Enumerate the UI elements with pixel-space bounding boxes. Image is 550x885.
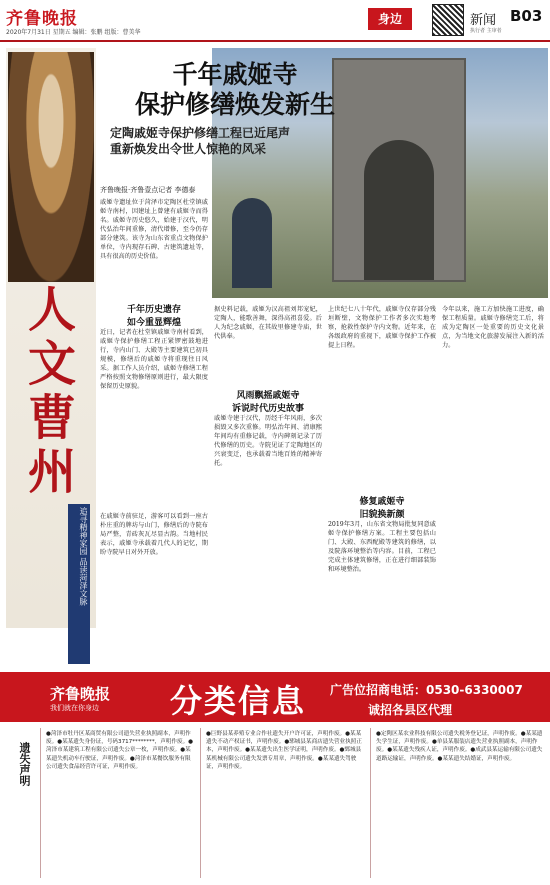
ad-title: 分类信息: [170, 682, 307, 720]
masthead: [0, 0, 550, 42]
subhead-line-2: 重新焕发出令世人惊艳的风采: [110, 142, 267, 156]
section-label: 新闻: [470, 13, 497, 28]
gate-arch: [364, 140, 434, 280]
qr-code-icon: [432, 4, 464, 36]
page-number: B03: [510, 7, 543, 25]
notice-column-1: ●菏泽市牡丹区某商贸有限公司遗失营业执照副本，声明作废。●某某遗失身份证，号码3717********，声明作废。●菏泽市某建筑工程有限公司遗失公章一枚，声明作废。●某某遗失机动车行驶证，声明作废。●菏泽市某餐饮服务有限公司遗失食品经营许可证，声明作废。: [46, 731, 194, 770]
photo-person: [232, 198, 272, 288]
left-banner: [6, 48, 96, 628]
subtitle-2: [214, 388, 322, 414]
divider: [370, 728, 371, 878]
divider: [200, 728, 201, 878]
subtitle-1: [100, 302, 208, 328]
byline: 齐鲁晚报·齐鲁壹点记者 李德泰: [100, 186, 196, 194]
article-para-6: 2019年3月，山东省文物局批复同意戚姬寺保护修缮方案。工程主要包括山门、大殿、东西配殿等建筑的修缮，以及院落环境整治等内容。目前，工程已完成主体建筑修缮，正在进行细部装饰和环境整治。: [328, 521, 436, 573]
newspaper-logo: 齐鲁晚报: [6, 9, 78, 29]
subhead-line-1: 定陶戚姬寺保护修缮工程已近尾声: [110, 126, 291, 140]
article-para-4: 戚姬寺建于汉代，历经千年风雨，多次损毁又多次重修。明弘治年间、清康熙年间均有重修记载，寺内碑刻记录了历代修缮的历史。寺院见证了定陶地区的兴衰变迁，也承载着当地百姓的精神寄托。: [214, 415, 322, 467]
article-subhead: [110, 125, 370, 157]
article-para-2: 在戚姬寺前驻足，游客可以看到一座古朴庄重的牌坊与山门，修缮后的寺院布局严整，青砖灰瓦尽显古韵。当地村民表示，戚姬寺承载着几代人的记忆，期盼寺院早日对外开放。: [100, 513, 208, 556]
article-para-7: 今年以来，施工方加快施工进度，确保工程质量。戚姬寺修缮完工后，将成为定陶区一处重要的历史文化景点，为当地文化旅游发展注入新的活力。: [442, 306, 544, 349]
ad-address: 诚招各县区代理: [368, 703, 453, 717]
subtitle-1-line-1: 千年历史遗存: [126, 305, 181, 315]
editors-line: 执行者 主审者: [470, 28, 502, 34]
banner-vertical-text: 追寻精神家园 品读菏泽文脉: [68, 504, 90, 664]
divider: [40, 728, 41, 878]
subtitle-3: [328, 494, 436, 520]
notice-column-3: ●定陶区某农业科技有限公司遗失税务登记证，声明作废。●某某遗失学生证，声明作废。●单县某服装店遗失营业执照副本，声明作废。●某某遗失残疾人证，声明作废。●成武县某运输有限公司遗失道路运输证，声明作废。●某某遗失结婚证，声明作废。: [376, 731, 543, 762]
ad-hotline: 广告位招商电话：0530-6330007: [330, 683, 523, 697]
subtitle-3-line-2: 旧貌换新颜: [359, 510, 405, 520]
dateline: 2020年7月31日 星期五 编辑：张鹏 组版：曹美华: [6, 29, 141, 36]
section-tab: 身边: [368, 8, 412, 30]
article-para-3: 据史料记载，戚姬为汉高祖刘邦宠妃，定陶人，能歌善舞，深得高祖喜爱。后人为纪念戚姬，在其故里修建寺庙，世代供奉。: [214, 306, 322, 340]
article-para-5: 上世纪七八十年代，戚姬寺仅存部分残垣断壁，文物保护工作者多次实地考察，抢救性保护寺内文物。近年来，在各级政府的重视下，戚姬寺保护工作被提上日程。: [328, 306, 436, 349]
ad-logo: 齐鲁晚报: [50, 685, 111, 703]
banner-char-1: 人: [27, 282, 76, 338]
headline-line-1: 千年戚姬寺: [172, 60, 298, 89]
banner-char-3: 曹: [27, 390, 76, 446]
banner-char-2: 文: [27, 336, 76, 392]
subtitle-2-line-2: 诉说时代历史故事: [231, 404, 304, 414]
subtitle-3-line-1: 修复戚姬寺: [359, 497, 405, 507]
ad-slogan: 我们就在你身边: [50, 704, 99, 712]
article-headline: [100, 60, 370, 120]
article-para-1: 近日，记者在杜堂镇戚姬寺南村看到，戚姬寺保护修缮工程正紧锣密鼓地进行，寺内山门、大殿等主要建筑已初具规模，修缮后的戚姬寺将重现往日风采。据工作人员介绍，戚姬寺修缮工程严格按照文物修缮原则进行，最大限度保留历史原貌。: [100, 329, 208, 390]
notice-column-2: ●巨野县某养殖专业合作社遗失开户许可证，声明作废。●某某遗失不动产权证书，声明作废。●郓城县某商店遗失营业执照正本，声明作废。●某某遗失出生医学证明，声明作废。●鄄城县某机械有限公司遗失发票专用章，声明作废。●某某遗失驾驶证，声明作废。: [206, 731, 362, 770]
banner-char-4: 州: [27, 444, 76, 500]
subtitle-2-line-1: 风雨飘摇戚姬寺: [236, 391, 300, 401]
subtitle-1-line-2: 如今重显辉煌: [126, 318, 181, 328]
notice-label: 遗失声明: [18, 742, 31, 786]
article-intro: 戚姬寺遗址位于菏泽市定陶区杜堂镇戚姬寺南村，因建址上曾建有戚姬寺而得名。戚姬寺历史悠久，始建于汉代，明代弘治年间重修，清代增修，至今仍存部分建筑。该寺为山东省重点文物保护单位，寺内现存石碑、古建筑遗址等，具有很高的历史价值。: [100, 199, 208, 260]
portrait-illustration: [8, 52, 94, 282]
headline-line-2: 保护修缮焕发新生: [134, 90, 335, 119]
